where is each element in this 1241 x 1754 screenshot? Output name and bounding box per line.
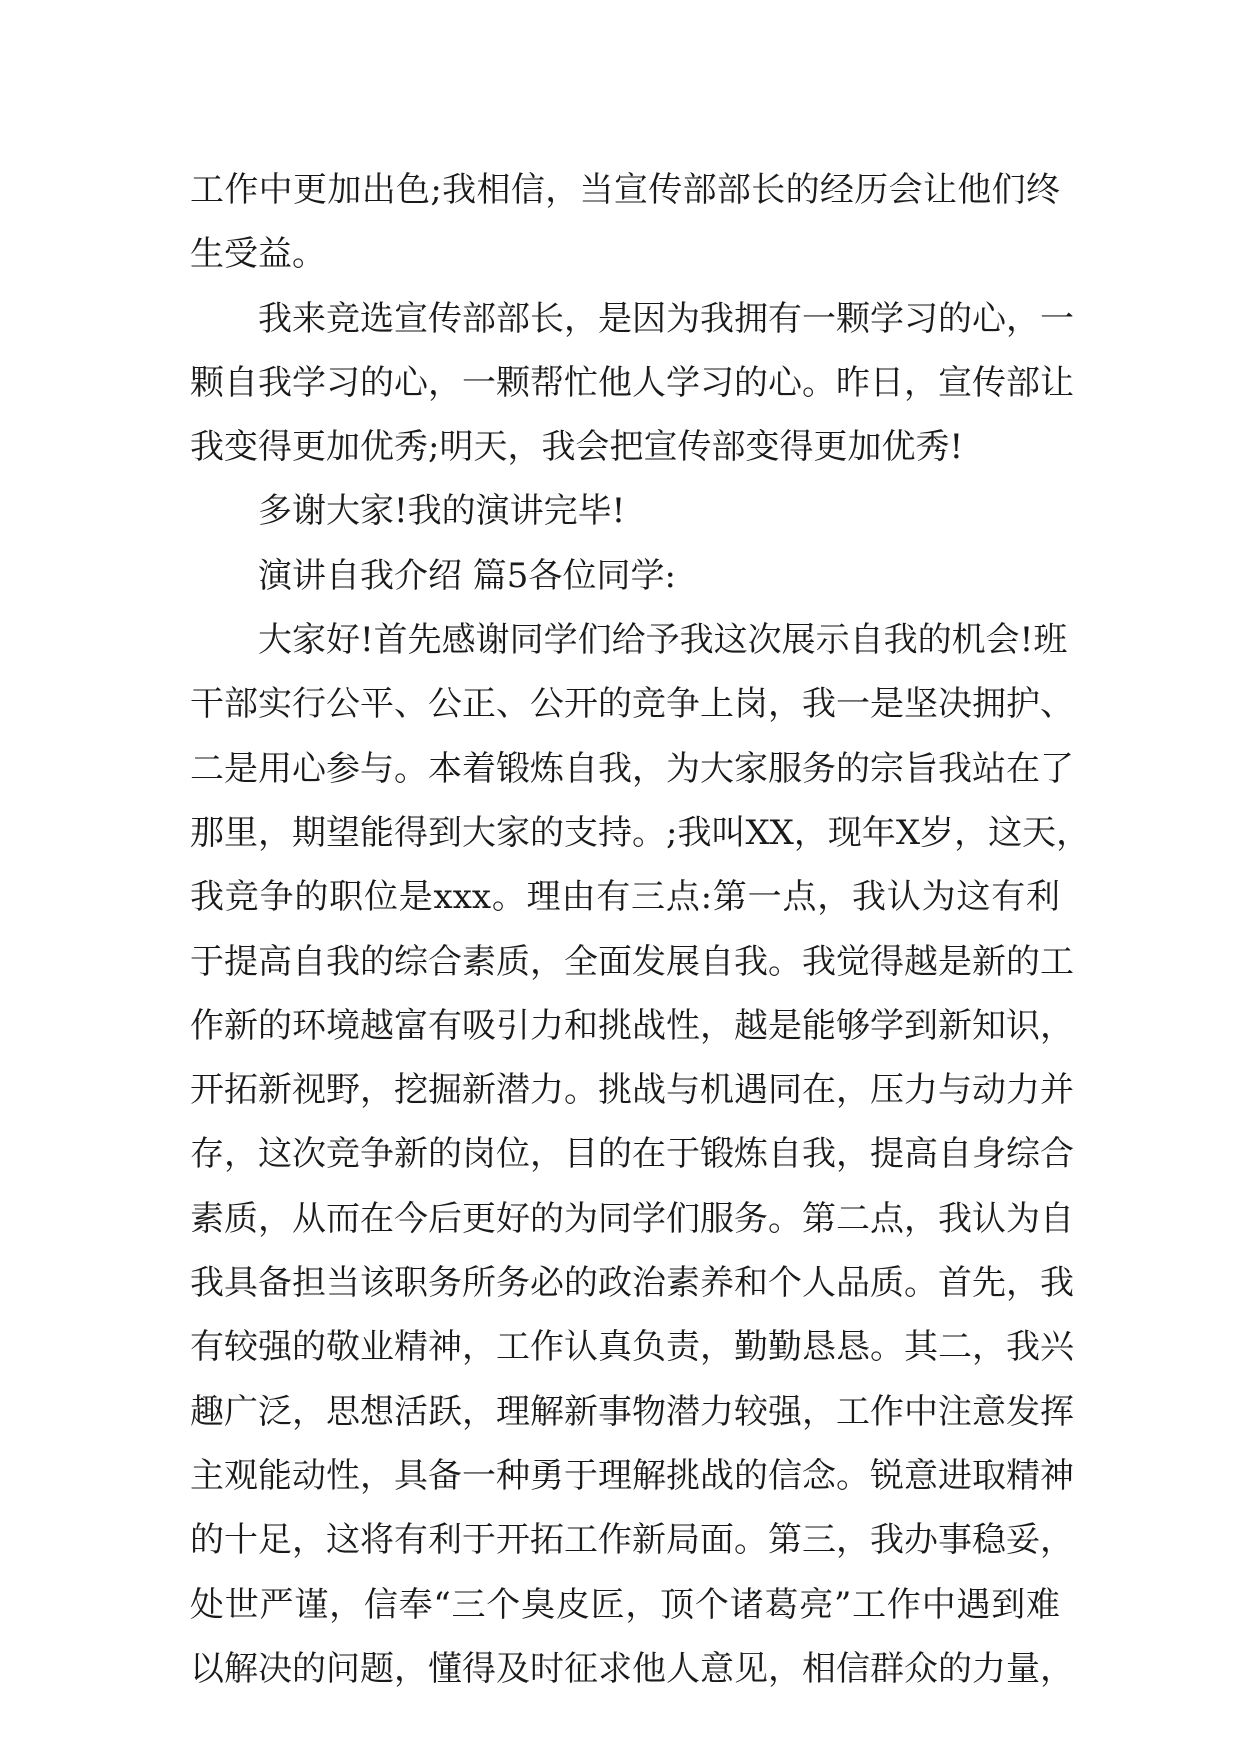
text-line: 多谢大家!我的演讲完毕! <box>258 491 626 532</box>
text-line: 作新的环境越富有吸引力和挑战性，越是能够学到新知识， <box>190 1005 1074 1046</box>
text-line: 生受益。 <box>190 234 326 275</box>
text-line: 颗自我学习的心，一颗帮忙他人学习的心。昨日，宣传部让 <box>190 362 1074 403</box>
text-line: 大家好!首先感谢同学们给予我这次展示自我的机会!班 <box>258 620 1068 661</box>
text-line: 有较强的敬业精神，工作认真负责，勤勤恳恳。其二，我兴 <box>190 1327 1074 1368</box>
text-line: 干部实行公平、公正、公开的竞争上岗，我一是坚决拥护、 <box>190 684 1074 725</box>
text-line: 的十足，这将有利于开拓工作新局面。第三，我办事稳妥， <box>190 1520 1074 1561</box>
text-line: 趣广泛，思想活跃，理解新事物潜力较强，工作中注意发挥 <box>190 1391 1074 1432</box>
text-line: 存，这次竞争新的岗位，目的在于锻炼自我，提高自身综合 <box>190 1134 1074 1175</box>
text-line: 我竞争的职位是xxx。理由有三点:第一点，我认为这有利 <box>190 877 1060 918</box>
text-line: 以解决的问题，懂得及时征求他人意见，相信群众的力量， <box>190 1648 1074 1689</box>
text-line: 素质，从而在今后更好的为同学们服务。第二点，我认为自 <box>190 1198 1074 1239</box>
text-line: 二是用心参与。本着锻炼自我，为大家服务的宗旨我站在了 <box>190 748 1074 789</box>
text-line: 处世严谨，信奉“三个臭皮匠，顶个诸葛亮”工作中遇到难 <box>190 1584 1060 1625</box>
text-line: 那里，期望能得到大家的支持。;我叫XX，现年X岁，这天， <box>190 812 1091 853</box>
body-text <box>190 158 1091 1701</box>
text-line: 我具备担当该职务所务必的政治素养和个人品质。首先，我 <box>190 1263 1074 1304</box>
text-line: 于提高自我的综合素质，全面发展自我。我觉得越是新的工 <box>190 941 1074 982</box>
text-line: 主观能动性，具备一种勇于理解挑战的信念。锐意进取精神 <box>190 1455 1074 1496</box>
text-line: 开拓新视野，挖掘新潜力。挑战与机遇同在，压力与动力并 <box>190 1070 1074 1111</box>
text-line: 我变得更加优秀;明天，我会把宣传部变得更加优秀! <box>190 427 964 468</box>
text-line: 演讲自我介绍 篇5各位同学: <box>258 555 676 596</box>
text-line: 工作中更加出色;我相信，当宣传部部长的经历会让他们终 <box>190 170 1060 210</box>
text-line: 我来竞选宣传部部长，是因为我拥有一颗学习的心，一 <box>258 298 1074 339</box>
